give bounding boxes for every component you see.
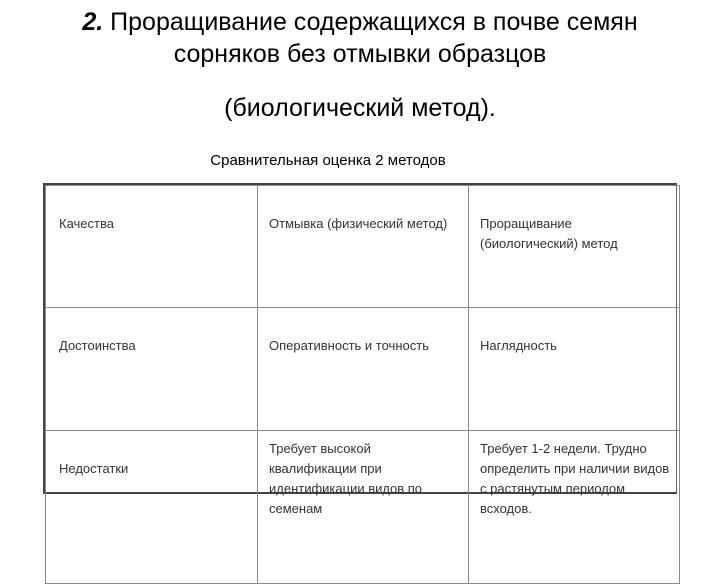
comparison-table [43,183,677,516]
header-cell-physical-method: Отмывка (физический метод) [258,186,469,308]
row-label-disadvantages: Недостатки [46,431,258,584]
table-header-row [46,186,680,308]
slide-title [0,6,720,70]
header-cell-biological-method: Проращивание (биологический) метод [469,186,680,308]
cell-biological-advantages: Наглядность [469,308,680,431]
title-line-2: сорняков без отмывки образцов [173,40,547,68]
header-cell-qualities: Качества [46,186,258,308]
title-number: 2. [82,8,104,36]
table-row [46,308,680,431]
cell-physical-disadvantages: Требует высокой квалификации при идентификации видов по семенам [258,431,469,584]
table-row [46,431,680,584]
row-label-advantages: Достоинства [46,308,258,431]
slide-subtitle: (биологический метод). [224,94,496,122]
title-line-1: Проращивание содержащихся в почве семян [103,8,638,36]
table-caption: Сравнительная оценка 2 методов [210,152,446,169]
cell-biological-disadvantages: Требует 1-2 недели. Трудно определить при наличии видов с растянутым периодом всходов. [469,431,680,584]
cell-physical-advantages: Оперативность и точность [258,308,469,431]
